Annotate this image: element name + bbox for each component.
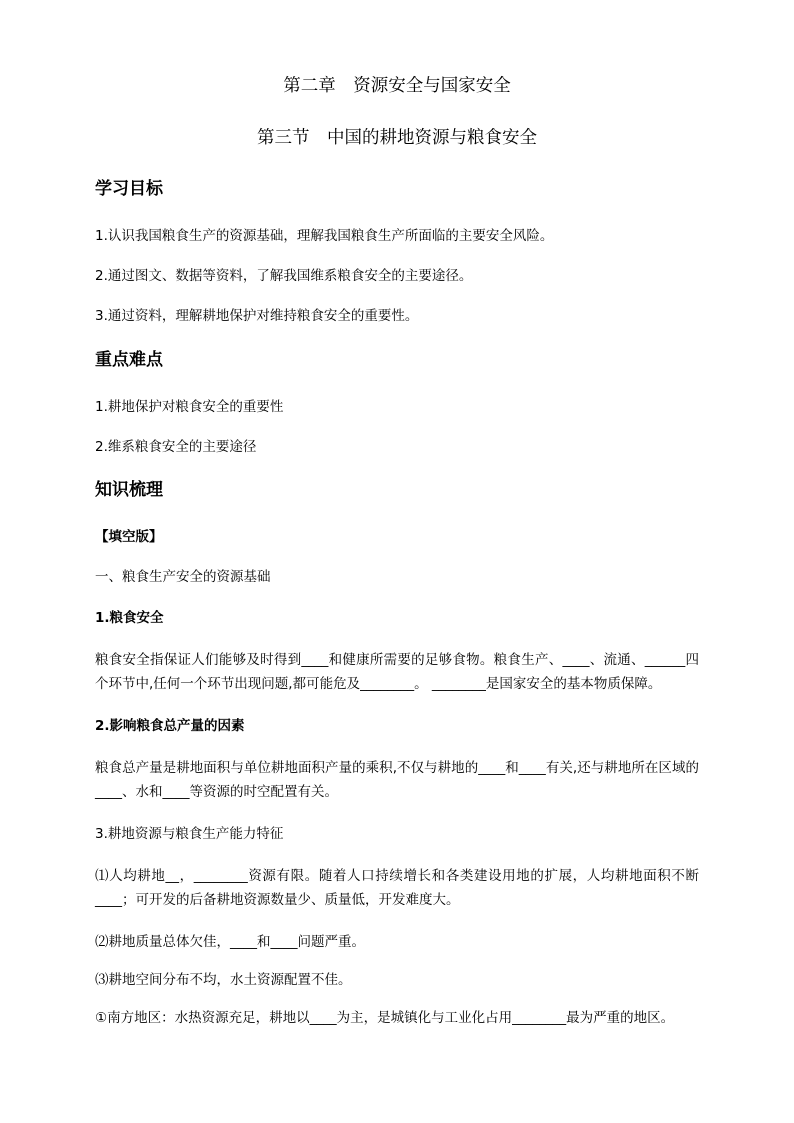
sub1-title: 1.粮食安全 <box>95 610 164 626</box>
learning-goal-item: 3.通过资料，理解耕地保护对维持粮食安全的重要性。 <box>95 308 419 324</box>
item2-paragraph: ⑵耕地质量总体欠佳，____和____问题严重。 <box>95 934 365 950</box>
learning-goals-heading: 学习目标 <box>95 179 163 199</box>
item1-paragraph: ⑴人均耕地__，________资源有限。随着人口持续增长和各类建设用地的扩展，人均耕地面积不断____；可开发的后备耕地资源数量少、质量低，开发难度大。 <box>95 868 699 908</box>
key-point-item: 1.耕地保护对粮食安全的重要性 <box>95 399 284 415</box>
key-point-item: 2.维系粮食安全的主要途径 <box>95 439 257 455</box>
part1-title: 一、粮食生产安全的资源基础 <box>95 569 271 585</box>
sub2-paragraph: 粮食总产量是耕地面积与单位耕地面积产量的乘积,不仅与耕地的____和____有关,还与耕地所在区域的____、水和____等资源的时空配置有关。 <box>95 760 699 800</box>
version-label: 【填空版】 <box>95 529 163 545</box>
item4-paragraph: ①南方地区：水热资源充足，耕地以____为主，是城镇化与工业化占用________最为严重的地区。 <box>95 1010 675 1026</box>
section-title: 第三节 中国的耕地资源与粮食安全 <box>257 128 537 148</box>
knowledge-heading: 知识梳理 <box>95 480 163 500</box>
chapter-title: 第二章 资源安全与国家安全 <box>283 76 511 96</box>
key-points-heading: 重点难点 <box>95 350 163 370</box>
sub2-title: 2.影响粮食总产量的因素 <box>95 718 245 734</box>
sub3-title: 3.耕地资源与粮食生产能力特征 <box>95 826 284 842</box>
learning-goal-item: 2.通过图文、数据等资料，了解我国维系粮食安全的主要途径。 <box>95 268 473 284</box>
learning-goal-item: 1.认识我国粮食生产的资源基础，理解我国粮食生产所面临的主要安全风险。 <box>95 228 554 244</box>
item3-paragraph: ⑶耕地空间分布不均，水土资源配置不佳。 <box>95 972 352 988</box>
sub1-paragraph: 粮食安全指保证人们能够及时得到____和健康所需要的足够食物。粮食生产、____、流通、______四个环节中,任何一个环节出现问题,都可能危及________。 ________是国家安全的基本物质保障。 <box>95 652 699 692</box>
